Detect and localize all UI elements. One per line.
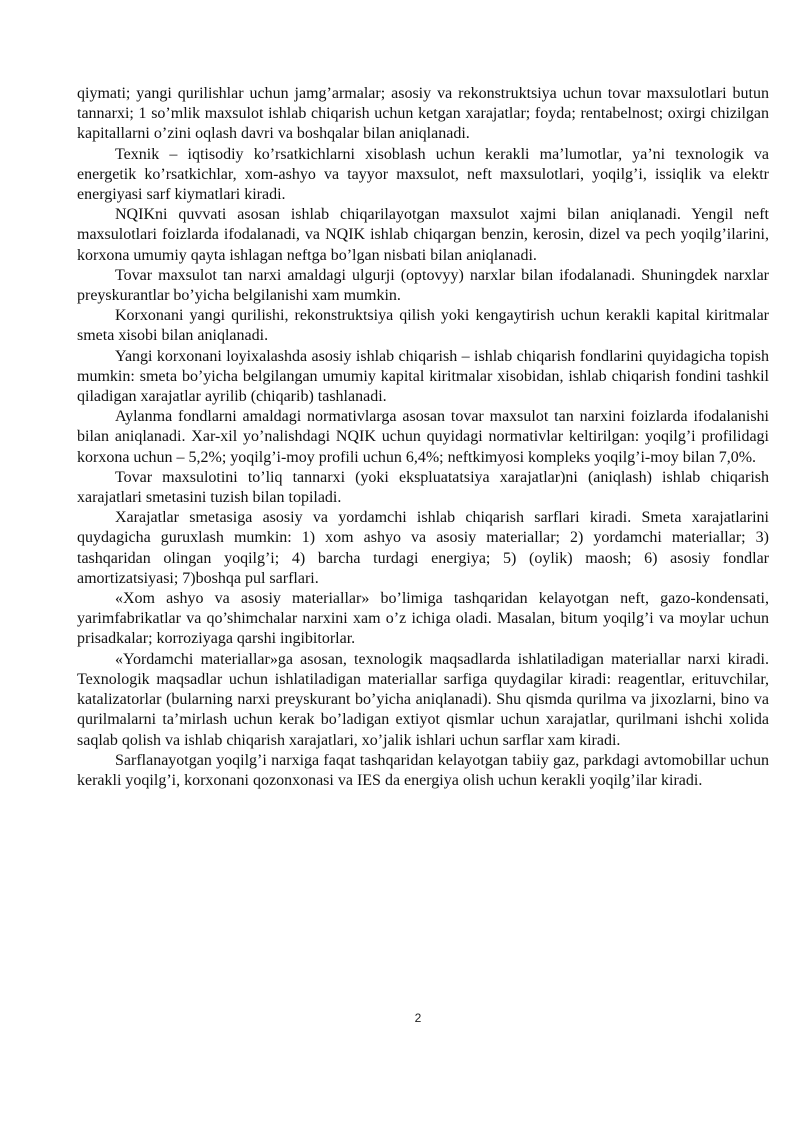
paragraph: Aylanma fondlarni amaldagi normativlarga asosan tovar maxsulot tan narxini foizlarda ifodalanishi bilan aniqlanadi. Xar-xil yo’nalishdagi NQIK uchun quyidagi normativlar keltirilgan: yoqilg’i profilidagi korxona uchun – 5,2%; yoqilg’i-moy profili uchun 6,4%; neftkimyosi kompleks yoqilg’i-moy bilan 7,0%. <box>77 408 769 466</box>
paragraph: NQIKni quvvati asosan ishlab chiqarilayotgan maxsulot xajmi bilan aniqlanadi. Yengil neft maxsulotlari foizlarda ifodalanadi, va NQIK ishlab chiqargan benzin, kerosin, dizel va pech yoqilg’ilarini, korxona umumiy qayta ishlagan neftga bo’lgan nisbati bilan aniqlanadi. <box>77 206 769 264</box>
paragraph: Xarajatlar smetasiga asosiy va yordamchi ishlab chiqarish sarflari kiradi. Smeta xarajatlarini quydagicha guruxlash mumkin: 1) xom ashyo va asosiy materiallar; 2) yordamchi materiallar; 3) tashqaridan olingan yoqilg’i; 4) barcha turdagi energiya; 5) (oylik) maosh; 6) asosiy fondlar amortizatsiyasi; 7)boshqa pul sarflari. <box>77 509 769 587</box>
paragraph: Tovar maxsulotini to’liq tannarxi (yoki ekspluatatsiya xarajatlar)ni (aniqlash) ishlab chiqarish xarajatlari smetasini tuzish bilan topiladi. <box>77 468 769 507</box>
paragraph: «Yordamchi materiallar»ga asosan, texnologik maqsadlarda ishlatiladigan materiallar narxi kiradi. Texnologik maqsadlar uchun ishlatiladigan materiallar sarfiga quydagilar kiradi: reagentlar, erituvchilar, katalizatorlar (bularning narxi preyskurant bo’yicha aniqlanadi). Shu qismda qurilma va jixozlarni, bino va qurilmalarni ta’mirlash uchun kerak bo’ladigan extiyot qismlar uchun xarajatlar, qurilmani ishchi xolida saqlab qolish va ishlab chiqarish xarajatlari, xo’jalik ishlari uchun sarflar xam kiradi. <box>77 650 769 749</box>
paragraph: «Xom ashyo va asosiy materiallar» bo’limiga tashqaridan kelayotgan neft, gazo-kondensati, yarimfabrikatlar va qo’shimchalar narxini xam o’z ichiga oladi. Masalan, bitum yoqilg’i va moylar uchun prisadkalar; korroziyaga qarshi ingibitorlar. <box>77 590 769 648</box>
paragraph: Tovar maxsulot tan narxi amaldagi ulgurji (optovyy) narxlar bilan ifodalanadi. Shuningdek narxlar preyskurantlar bo’yicha belgilanishi xam mumkin. <box>77 266 769 305</box>
paragraph: Yangi korxonani loyixalashda asosiy ishlab chiqarish – ishlab chiqarish fondlarini quyidagicha topish mumkin: smeta bo’yicha belgilangan umumiy kapital kiritmalar xisobidan, ishlab chiqarish fondini tashkil qiladigan xarajatlar ayrilib (chiqarib) tashlanadi. <box>77 347 769 406</box>
document-body <box>77 84 769 791</box>
paragraph: qiymati; yangi qurilishlar uchun jamg’armalar; asosiy va rekonstruktsiya uchun tovar maxsulotlari butun tannarxi; 1 so’mlik maxsulot ishlab chiqarish uchun ketgan xarajatlar; foyda; rentabelnost; oxirgi chizilgan kapitallarni o’zini oqlash davri va boshqalar bilan aniqlanadi. <box>77 85 769 143</box>
paragraph: Texnik – iqtisodiy ko’rsatkichlarni xisoblash uchun kerakli ma’lumotlar, ya’ni texnologik va energetik ko’rsatkichlar, xom-ashyo va tayyor maxsulot, neft maxsulotlari, yoqilg’i, issiqlik va elektr energiyasi sarf kiymatlari kiradi. <box>77 145 769 204</box>
paragraph: Korxonani yangi qurilishi, rekonstruktsiya qilish yoki kengaytirish uchun kerakli kapital kiritmalar smeta xisobi bilan aniqlanadi. <box>77 307 769 345</box>
page-number: 2 <box>414 1011 422 1025</box>
paragraph: Sarflanayotgan yoqilg’i narxiga faqat tashqaridan kelayotgan tabiiy gaz, parkdagi avtomobillar uchun kerakli yoqilg’i, korxonani qozonxonasi va IES da energiya olish uchun kerakli yoqilg’ilar kiradi. <box>77 751 769 789</box>
